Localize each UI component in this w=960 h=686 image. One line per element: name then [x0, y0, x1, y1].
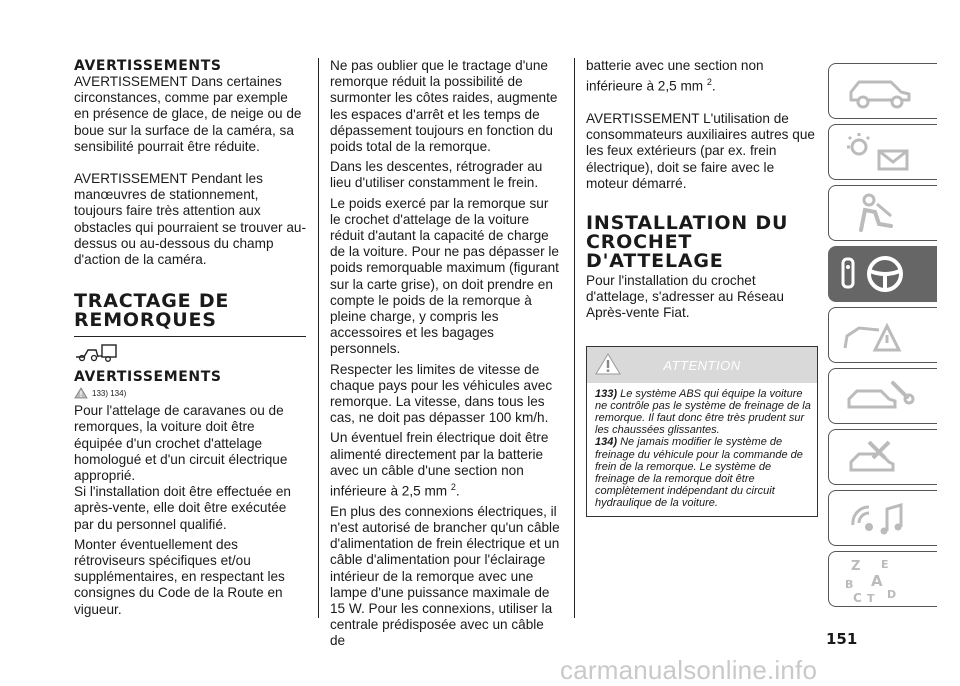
column-3	[586, 58, 818, 517]
body-text: Un éventuel frein électrique doit être alimenté directement par la batterie avec un câble d'une section non inférieure à 2,5 mm	[330, 430, 549, 499]
body-paragraph: Si l'installation doit être effectuée en après-vente, elle doit être exécutée par du personnel qualifié.	[74, 484, 291, 532]
section-heading-line: TRACTAGE DE	[74, 290, 230, 313]
section-divider	[74, 336, 306, 337]
item-number: 134)	[595, 436, 618, 449]
body-paragraph: Le poids exercé par la remorque sur le crochet d'attelage de la voiture réduit d'autant la capacité de charge de la voiture. Pour ne pas dépasser le poids remorquable maximum (figurant sur la carte grise), on doit prendre en compte le poids de la remorque à pleine charge, y compris les accessoires et les bagages personnels.	[330, 195, 559, 357]
body-paragraph: Monter éventuellement des rétroviseurs spécifiques et/ou supplémentaires, en respectant les consignes du Code de la Route en vigueur.	[74, 536, 285, 617]
body-paragraph	[586, 58, 818, 95]
car-hazard-icon	[829, 308, 937, 362]
warning-paragraph: AVERTISSEMENT Pendant les manœuvres de stationnement, toujours faire très attention aux obstacles qui pourraient se trouver au-dessus ou au-dessous du champ d'action de la caméra.	[74, 171, 306, 268]
warnings-heading: AVERTISSEMENTS	[74, 369, 222, 386]
warning-lights-mail-icon	[829, 125, 937, 179]
warning-triangle-icon	[74, 387, 88, 399]
attention-header	[587, 347, 817, 383]
attention-box	[586, 346, 818, 517]
tab-multimedia[interactable]	[828, 490, 937, 546]
body-paragraph: En plus des connexions électriques, il n'est autorisé de brancher qu'un câble d'alimentation de frein électrique et un câble d'alimentation pour l'éclairage intérieur de la remorque avec une lampe d'une puissance maximale de 15 W. Pour les connexions, utiliser la centrale prédisposée avec un câble de	[330, 503, 560, 649]
page-number: 151	[826, 630, 858, 648]
attention-body	[587, 383, 817, 516]
warnings-heading: AVERTISSEMENTS	[74, 58, 222, 74]
index-letter: A	[871, 572, 883, 590]
tab-starting-driving[interactable]	[828, 246, 937, 302]
item-text: Le système ABS qui équipe la voiture ne contrôle pas le système de freinage de la remorque. Il faut donc être très prudent sur les chaussées glissantes.	[595, 387, 811, 437]
tab-maintenance[interactable]	[828, 368, 937, 424]
body-paragraph: Pour l'installation du crochet d'attelage, s'adresser au Réseau Après-vente Fiat.	[586, 272, 784, 321]
index-letter: E	[881, 558, 889, 571]
tab-technical-data[interactable]	[828, 429, 937, 485]
column-divider	[318, 58, 319, 618]
seat-airbag-icon	[829, 186, 937, 240]
satellite-music-icon	[829, 491, 937, 545]
body-paragraph: Respecter les limites de vitesse de chaque pays pour les véhicules avec remorque. La vitesse, dans tous les cas, ne doit pas dépasser 100 km/h.	[330, 361, 553, 426]
attention-title: ATTENTION	[663, 357, 741, 373]
index-letter: D	[887, 588, 897, 601]
tools-car-icon	[829, 369, 937, 423]
section-heading	[74, 292, 306, 330]
index-letter: B	[845, 578, 854, 591]
key-steering-wheel-icon	[829, 247, 937, 301]
section-heading	[586, 211, 818, 272]
index-letter: C	[853, 591, 862, 605]
section-heading-line: REMORQUES	[74, 309, 217, 332]
item-text: Ne jamais modifier le système de freinage du véhicule pour la commande de frein de la remorque. Le système de freinage de la remorque doit être complètement indépendant du circuit hydraulique de la voiture.	[595, 436, 803, 510]
body-text: .	[455, 483, 460, 499]
tab-getting-to-know-car[interactable]	[828, 63, 937, 119]
index-letter: T	[867, 592, 875, 605]
reference-numbers: 133) 134)	[92, 389, 127, 399]
index-letter: Z	[851, 559, 861, 574]
tab-emergency[interactable]	[828, 307, 937, 363]
item-number: 133)	[595, 387, 618, 400]
column-divider	[574, 58, 575, 618]
warning-paragraph: AVERTISSEMENT L'utilisation de consommateurs auxiliaires autres que les feux extérieurs (par ex. frein électrique), doit se faire avec le moteur démarré.	[586, 110, 815, 191]
section-heading-line: CROCHET D'ATTELAGE	[586, 230, 724, 272]
tab-index[interactable]	[828, 551, 937, 607]
alphabet-index-icon	[829, 552, 937, 606]
column-1	[74, 58, 306, 618]
trailer-hitch-icon	[74, 341, 306, 363]
tools-car-icon	[829, 430, 937, 484]
body-paragraph: Ne pas oublier que le tractage d'une remorque réduit la possibilité de surmonter les côtes raides, augmente les espaces d'arrêt et les temps de dépassement toujours en fonction du poids total de la remorque.	[330, 58, 558, 155]
body-text: .	[711, 78, 716, 94]
watermark: carmanualsonline.info	[560, 655, 818, 685]
body-text: batterie avec une section non inférieure à 2,5 mm	[586, 58, 764, 94]
warning-references	[74, 387, 306, 399]
column-2	[330, 58, 562, 650]
body-paragraph: Dans les descentes, rétrograder au lieu d'utiliser constamment le frein.	[330, 159, 543, 191]
superscript: 2	[450, 482, 456, 493]
body-paragraph	[330, 430, 562, 499]
tab-dashboard-warnings[interactable]	[828, 124, 937, 180]
superscript: 2	[706, 77, 712, 88]
warning-paragraph: AVERTISSEMENT Dans certaines circonstances, comme par exemple en présence de glace, de neige ou de boue sur la surface de la caméra, sa sensibilité pourrait être réduite.	[74, 74, 302, 154]
section-heading-line: INSTALLATION DU	[586, 211, 789, 234]
body-paragraph: Pour l'attelage de caravanes ou de remorques, la voiture doit être équipée d'un crochet d'attelage homologué et d'un circuit électrique approprié.	[74, 403, 288, 484]
attention-item	[595, 388, 811, 437]
car-icon	[829, 64, 937, 118]
attention-item	[595, 436, 811, 509]
tab-safety[interactable]	[828, 185, 937, 241]
